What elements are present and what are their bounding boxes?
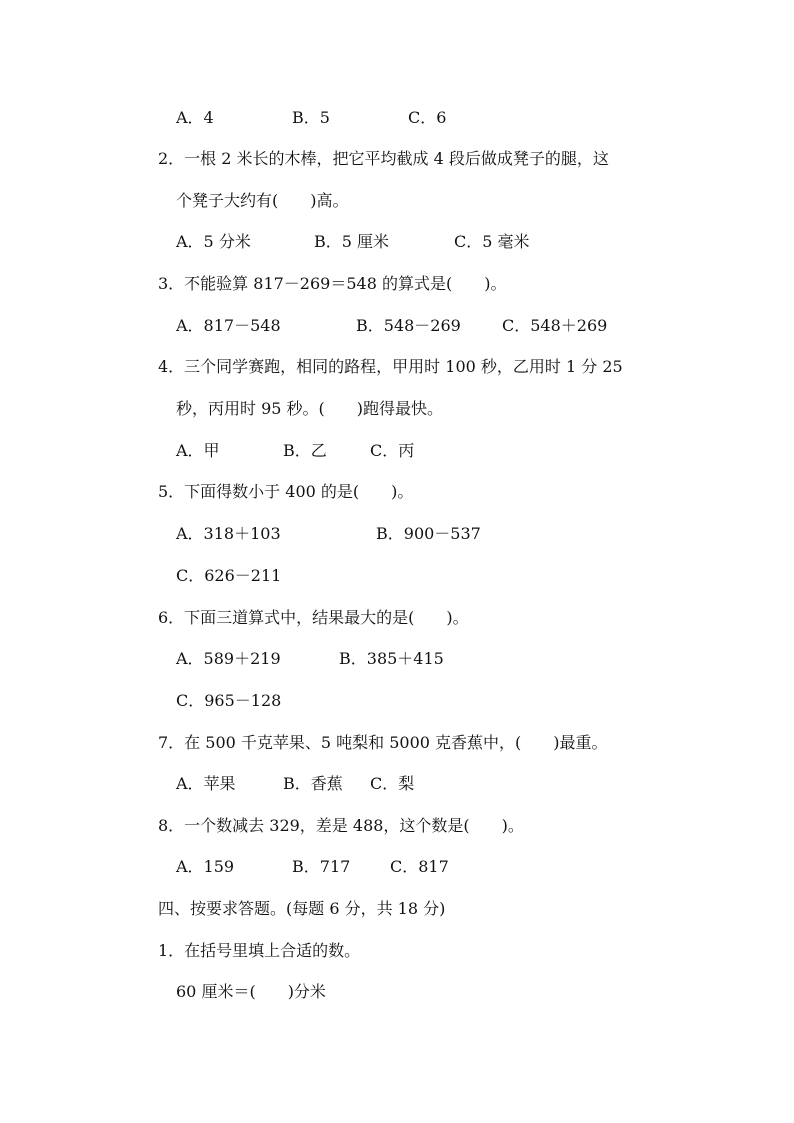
q4-option-a: A．甲 [176, 441, 220, 460]
q3-text: 3．不能验算 817－269＝548 的算式是( )。 [158, 274, 507, 293]
q1-option-b: B．5 [292, 108, 330, 127]
q4-text-line1: 4．三个同学赛跑，相同的路程，甲用时 100 秒，乙用时 1 分 25 [158, 357, 623, 376]
section-4-q1-text: 1．在括号里填上合适的数。 [158, 941, 361, 960]
q2-text-line1: 2．一根 2 米长的木棒，把它平均截成 4 段后做成凳子的腿，这 [158, 149, 609, 168]
q6-option-c: C．965－128 [176, 691, 282, 710]
q6-option-a: A．589＋219 [176, 649, 281, 668]
q2-option-c: C．5 毫米 [454, 232, 530, 251]
q8-option-a: A．159 [176, 857, 235, 876]
q4-text-line2: 秒，丙用时 95 秒。( )跑得最快。 [176, 399, 444, 418]
q7-text: 7．在 500 千克苹果、5 吨梨和 5000 克香蕉中，( )最重。 [158, 733, 608, 752]
q5-option-b: B．900－537 [376, 524, 481, 543]
q7-option-a: A．苹果 [176, 774, 236, 793]
q8-option-b: B．717 [292, 857, 351, 876]
q6-option-b: B．385＋415 [339, 649, 444, 668]
q1-option-c: C．6 [408, 108, 447, 127]
q1-option-a: A．4 [176, 108, 214, 127]
q8-option-c: C．817 [390, 857, 449, 876]
q2-text-line2: 个凳子大约有( )高。 [176, 191, 349, 210]
q3-option-b: B．548－269 [356, 316, 461, 335]
q2-option-a: A．5 分米 [176, 232, 251, 251]
q5-option-a: A．318＋103 [176, 524, 281, 543]
q7-option-b: B．香蕉 [283, 774, 343, 793]
q8-text: 8．一个数减去 329，差是 488，这个数是( )。 [158, 816, 524, 835]
q5-text: 5．下面得数小于 400 的是( )。 [158, 482, 414, 501]
q2-option-b: B．5 厘米 [314, 232, 390, 251]
section-4-heading: 四、按要求答题。(每题 6 分，共 18 分) [158, 899, 446, 918]
q6-text: 6．下面三道算式中，结果最大的是( )。 [158, 608, 469, 627]
q4-option-b: B．乙 [283, 441, 327, 460]
q4-option-c: C．丙 [370, 441, 415, 460]
q3-option-c: C．548＋269 [502, 316, 608, 335]
q3-option-a: A．817－548 [176, 316, 281, 335]
q5-option-c: C．626－211 [176, 566, 282, 585]
q7-option-c: C．梨 [370, 774, 415, 793]
section-4-q1-item: 60 厘米＝( )分米 [176, 982, 326, 1001]
